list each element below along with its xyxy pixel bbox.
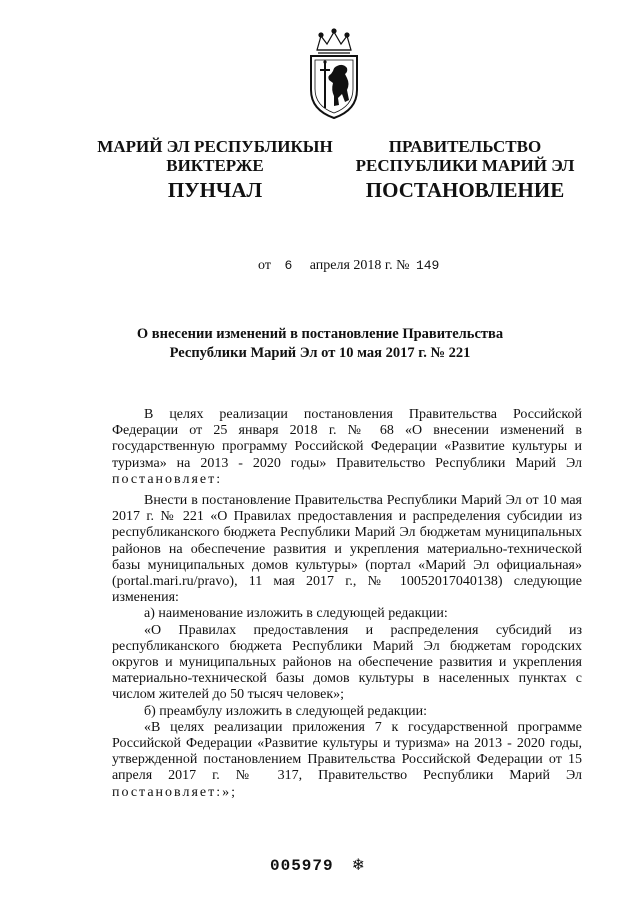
header-left-title: ПУНЧАЛ	[167, 178, 263, 202]
date-day: 6	[284, 258, 293, 273]
document-body	[112, 407, 582, 801]
date-line	[258, 258, 518, 274]
body-paragraph: б) преамбулу изложить в следующей редакции:	[144, 703, 427, 719]
header-left-line1: МАРИЙ ЭЛ РЕСПУБЛИКЫН	[97, 137, 333, 156]
body-paragraph	[112, 407, 582, 488]
body-paragraph: «О Правилах предоставления и распределения субсидий из республиканского бюджета Республики Марий Эл бюджетам городских округов и муниципальных районов на обеспечение развития и укрепления материально-технической базы домов культуры в населенных пунктах с числом жителей до 50 тысяч человек»;	[112, 622, 582, 703]
snowflake-icon: ❄	[351, 855, 366, 874]
header-right-line1: ПРАВИТЕЛЬСТВО	[388, 137, 542, 156]
paragraph-1-text: В целях реализации постановления Правительства Российской Федерации от 25 января 2018 г. № 68 «О внесении изменений в государственную программу Российской Федерации «Развитие культуры и туризма» на 2013 - 2020 годы» Правительство Республики Марий Эл	[112, 407, 582, 471]
header-left	[90, 137, 340, 175]
body-paragraph	[112, 720, 582, 801]
header-right-title: ПОСТАНОВЛЕНИЕ	[365, 178, 565, 202]
coat-of-arms-icon	[303, 28, 365, 120]
footer	[270, 855, 420, 875]
header-right	[340, 137, 590, 175]
body-paragraph: Внести в постановление Правительства Республики Марий Эл от 10 мая 2017 г. № 221 «О Правилах предоставления и распределения субсидии из республиканского бюджета Республики Марий Эл бюджетам муниципальных районов на обеспечение развития и укрепления материально-технической базы муниципальных домов культуры» (портал «Марий Эл официальная» (portal.mari.ru/pravo), 11 мая 2017 г., № 10052017040138) следующие изменения:	[112, 493, 582, 606]
date-month-year: апреля 2018 г. №	[309, 258, 410, 273]
title-line2: Республики Марий Эл от 10 мая 2017 г. № 221	[169, 345, 471, 361]
body-paragraph: а) наименование изложить в следующей редакции:	[144, 606, 448, 622]
document-title	[100, 325, 540, 363]
paragraph-6-text: «В целях реализации приложения 7 к государственной программе Российской Федерации «Развитие культуры и туризма» на 2013 - 2020 годы, утвержденной постановлением Правительства Российской Федерации от 15 апреля 2017 г. № 317, Правительство Республики Марий Эл	[112, 719, 582, 784]
header-left-line2: ВИКТЕРЖЕ	[166, 156, 264, 175]
title-line1: О внесении изменений в постановление Правительства	[136, 326, 504, 342]
paragraph-1-decree: постановляет:	[112, 471, 223, 487]
paragraph-6-decree: постановляет:»;	[112, 784, 238, 800]
serial-number: 005979	[270, 857, 334, 875]
date-number: 149	[415, 258, 440, 273]
header-right-line2: РЕСПУБЛИКИ МАРИЙ ЭЛ	[355, 156, 575, 175]
date-prefix: от	[258, 258, 271, 273]
